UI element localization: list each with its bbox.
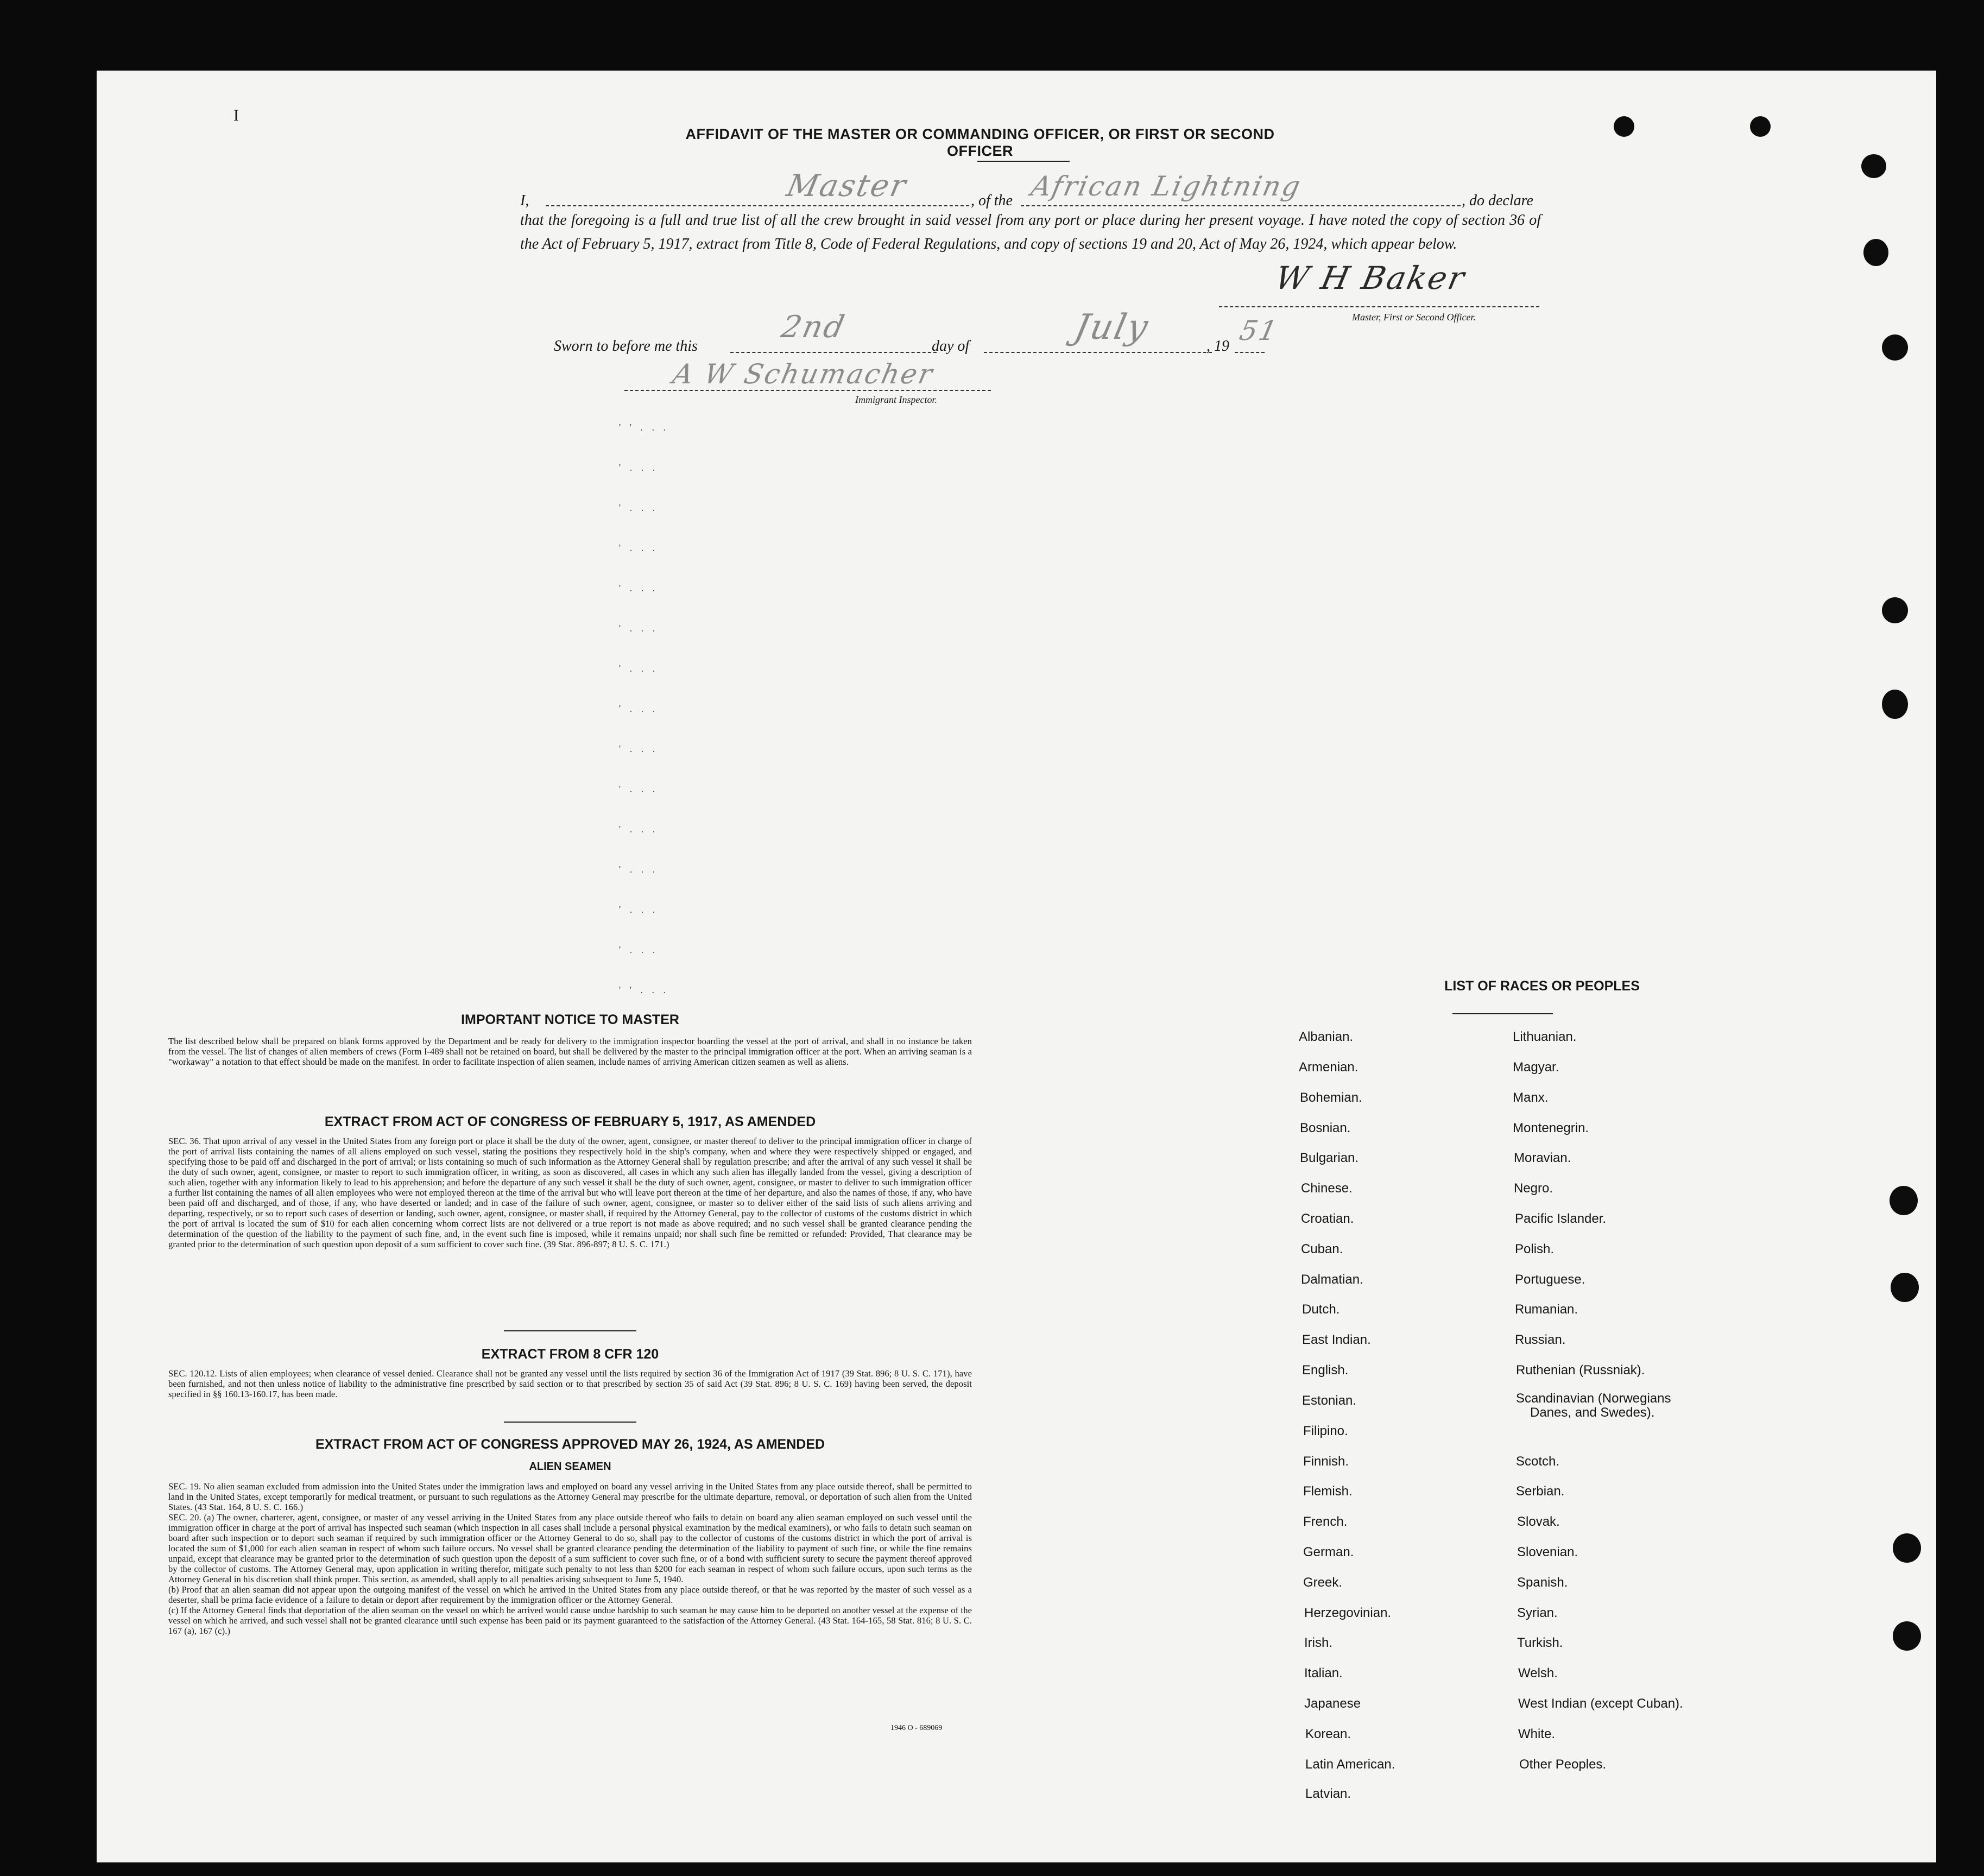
inspector-signature: A W Schumacher [669, 358, 937, 390]
handwritten-month: July [1071, 307, 1153, 348]
race-item: Bohemian. [1300, 1090, 1362, 1105]
sworn-year-prefix: , 19 [1206, 338, 1229, 355]
extract-1917-title: EXTRACT FROM ACT OF CONGRESS OF FEBRUARY 5, 1917, AS AMENDED [324, 1114, 816, 1129]
races-title: LIST OF RACES OR PEOPLES [1444, 978, 1640, 994]
extract-1924-text: SEC. 19. No alien seaman excluded from admission into the United States under the immigration laws and employed on board any vessel arriving in the United States from any place outside thereof, shall be permitted to land in the United States, except temporarily for medical treatment, or pursuant to such regulations as the Attorney General may prescribe for the ultimate departure, removal, or deportation of such alien from the United States. (43 Stat. 164, 8 U. S. C. 166.) SEC. 20. (a) The owner, charterer, agent, consignee, or master of any vessel arriving in the United States from any place outside thereof who fails to detain on board any alien seaman employed on such vessel until the immigration officer in charge at the port of arrival has inspected such seaman (which inspection in all cases shall include a personal physical examination by the medical examiners), or who fails to detain such seaman on board after such inspection or to deport such seaman if required by such immigration officer or the Attorney General to do so, shall pay to the collector of customs of the customs district in which the port of arrival is located the sum of $1,000 for each alien seaman in respect of whom such failure occurs. No vessel shall be granted clearance pending the determination of the liability to payment of such fine, or while the fine remains unpaid, except that clearance may be granted prior to the determination of such question upon the deposit of a sum sufficient to cover such fine, or of a bond with sufficient surety to secure the payment thereof approved by the collector of customs. The Attorney General may, upon application in writing therefor, mitigate such penalty to not less than $200 for each seaman in respect of whom such failure occurs, upon such terms as the Attorney General in his discretion shall think proper. This section, as amended, shall apply to all penalties arising subsequent to June 5, 1940. (b) Proof that an alien seaman did not appear upon the outgoing manifest of the vessel on which he arrived in the United States from any place outside thereof, or that he was reported by the master of such vessel as a deserter, shall be prima facie evidence of a failure to detain or deport after requirement by the immigration officer or the Attorney General. (c) If the Attorney General finds that deportation of the alien seaman on the vessel on which he arrived would cause undue hardship to such seaman he may cause him to be deported on another vessel at the expense of the vessel on which he arrived, and such vessel shall not be granted clearance until such expense has been paid or its payment guaranteed to the satisfaction of the Attorney General. (43 Stat. 164-165, 58 Stat. 816; 8 U. S. C. 167 (a), 167 (c).) [168, 1481, 972, 1636]
alien-seamen-subtitle: ALIEN SEAMEN [529, 1461, 611, 1473]
sworn-month-blank [984, 352, 1212, 353]
race-item: Moravian. [1514, 1151, 1571, 1165]
race-item: Rumanian. [1515, 1302, 1578, 1317]
extract-1917-rule [504, 1330, 636, 1331]
extract-cfr-title: EXTRACT FROM 8 CFR 120 [481, 1347, 659, 1362]
race-item: Pacific Islander. [1515, 1211, 1607, 1226]
race-item: Finnish. [1303, 1454, 1349, 1469]
declaration-body: that the foregoing is a full and true list of all the crew brought in said vessel from any port or place during her present voyage. I have noted the copy of section 36 of the Act of February 5, 1917, extract from Title 8, Code of Federal Regulations, and copy of sections 19 and 20, Act of May 26, 1924, which appear below. [520, 212, 1541, 252]
race-item: Portuguese. [1515, 1272, 1585, 1287]
race-item: Dutch. [1302, 1302, 1340, 1317]
punch-hole [1893, 1533, 1921, 1563]
race-item: Montenegrin. [1513, 1121, 1589, 1135]
race-item: Dalmatian. [1301, 1272, 1363, 1287]
race-item: Welsh. [1518, 1666, 1558, 1681]
punch-hole [1614, 116, 1634, 137]
affidavit-title: AFFIDAVIT OF THE MASTER OR COMMANDING OFFICER, OR FIRST OR SECOND OFFICER [685, 126, 1275, 159]
declaration-prefix: I, [520, 192, 529, 209]
punch-hole [1890, 1186, 1918, 1215]
race-item: Lithuanian. [1513, 1029, 1577, 1044]
handwritten-day: 2nd [778, 309, 849, 345]
race-item: Japanese [1304, 1696, 1361, 1711]
race-item: Negro. [1514, 1181, 1553, 1196]
race-item: German. [1303, 1545, 1354, 1559]
punch-hole [1861, 154, 1886, 178]
race-item: Russian. [1515, 1332, 1566, 1347]
sworn-year-blank [1235, 352, 1265, 353]
race-item: Turkish. [1517, 1635, 1563, 1650]
race-item: Slovak. [1517, 1514, 1560, 1529]
race-item: Bosnian. [1300, 1121, 1351, 1135]
extract-cfr-text: SEC. 120.12. Lists of alien employees; when clearance of vessel denied. Clearance shall not be granted any vessel until the lists required by section 36 of the Immigration Act of 1917 (39 Stat. 896; 8 U. S. C. 171), have been furnished, and not then unless notice of liability to the administrative fine prescribed by said section or to that prescribed by section 35 of said Act (39 Stat. 896; 8 U. S. C. 169) having been served, the deposit specified in §§ 160.13-160.17, has been made. [168, 1368, 972, 1399]
race-item: Estonian. [1302, 1393, 1357, 1408]
race-item: Danes, and Swedes). [1530, 1405, 1655, 1420]
race-item: French. [1303, 1514, 1348, 1529]
race-item: Flemish. [1303, 1484, 1353, 1499]
race-item: Scandinavian (Norwegians [1516, 1391, 1671, 1406]
declaration-of: , of the [971, 192, 1013, 209]
race-item: West Indian (except Cuban). [1518, 1696, 1683, 1711]
notice-text: The list described below shall be prepared on blank forms approved by the Department and be ready for delivery to the immigration inspector boarding the vessel at the port of arrival, and shall in no instance be taken from the vessel. The list of changes of alien members of crews (Form I-489 shall not be retained on board, but shall be delivered by the master to the principal immigration officer at the port. When an arriving seaman is a "workaway" a notation to that effect should be made on the manifest. In order to facilitate inspection of alien seamen, include names of arriving American citizen seamen as well as aliens. [168, 1036, 972, 1067]
race-item: Scotch. [1516, 1454, 1560, 1469]
race-item: Herzegovinian. [1304, 1606, 1392, 1620]
race-item: Ruthenian (Russniak). [1516, 1363, 1645, 1378]
race-item: Greek. [1303, 1575, 1343, 1590]
inspector-line [624, 390, 991, 391]
sworn-prefix: Sworn to before me this [554, 338, 698, 355]
signature-caption: Master, First or Second Officer. [1352, 312, 1476, 323]
handwritten-vessel: African Lightning [1028, 170, 1305, 202]
race-item: Slovenian. [1517, 1545, 1578, 1559]
sworn-day-label: day of [932, 338, 970, 355]
race-item: Syrian. [1517, 1606, 1558, 1620]
declaration-suffix: , do declare [1462, 192, 1533, 209]
race-item: Filipino. [1303, 1424, 1348, 1438]
handwritten-year: 51 [1236, 315, 1281, 346]
extract-1917-text: SEC. 36. That upon arrival of any vessel in the United States from any foreign port or place it shall be the duty of the owner, agent, consignee, or master thereof to deliver to the principal immigration officer in charge of the port of arrival lists containing the names of all aliens employed on such vessel, stating the positions they respectively hold in the ship's company, when and where they were respectively shipped or engaged, and specifying those to be paid off and discharged in the port of arrival; or lists containing so much of such information as the Attorney General shall by regulation prescribe; and after the arrival of any such vessel it shall be the duty of such owner, agent, consignee, or master to report to such immigration officer, in writing, as soon as discovered, all cases in which any such alien has illegally landed from the vessel, giving a description of such alien, together with any information likely to lead to his apprehension; and before the departure of any such vessel it shall be the duty of such owner, agent, consignee, or master to deliver to such immigration officer a further list containing the names of all alien employees who were not employed thereon at the time of the arrival but who will leave port thereon at the time of her departure, and also the names of those, if any, who have been paid off and discharged, and of those, if any, who have deserted or landed; and in case of the failure of such owner, agent, consignee, or master so to deliver either of the said lists of such aliens arriving and departing, respectively, or so to report such cases of desertion or landing, such owner, agent, consignee, or master shall, if required by the Attorney General, pay to the collector of customs of the customs district in which the port of arrival is located the sum of $10 for each alien concerning whom correct lists are not delivered or a true report is not made as above required; and no such vessel shall be granted clearance pending the determination of the question of the liability to the payment of such fine, and, in the event such fine is imposed, while it remains unpaid; nor shall such fine be remitted or refunded: Provided, That clearance may be granted prior to the determination of such question upon deposit of a sum sufficient to cover such fine. (39 Stat. 896-897; 8 U. S. C. 171.) [168, 1136, 972, 1249]
print-code: 1946 O - 689069 [890, 1724, 943, 1732]
race-item: Serbian. [1516, 1484, 1565, 1499]
race-item: English. [1302, 1363, 1349, 1378]
races-rule [1452, 1013, 1553, 1014]
handwritten-master: Master [784, 168, 911, 204]
race-item: Italian. [1304, 1666, 1343, 1681]
extract-cfr-rule [504, 1422, 636, 1423]
race-item: Magyar. [1513, 1060, 1559, 1075]
punch-hole [1882, 690, 1908, 719]
race-item: Armenian. [1299, 1060, 1359, 1075]
race-item: Latin American. [1305, 1757, 1395, 1772]
punch-hole [1882, 334, 1908, 361]
notice-title: IMPORTANT NOTICE TO MASTER [461, 1012, 679, 1027]
page-mark: I [233, 106, 239, 124]
race-item: Cuban. [1301, 1242, 1343, 1256]
race-item: Bulgarian. [1300, 1151, 1359, 1165]
race-item: White. [1518, 1727, 1556, 1741]
punch-hole [1863, 239, 1888, 266]
race-item: Chinese. [1301, 1181, 1353, 1196]
vessel-name-blank [1021, 205, 1461, 206]
punch-hole [1891, 1273, 1919, 1302]
punch-hole [1893, 1621, 1921, 1651]
faint-marks: ' ' . . . ' . . . ' . . . ' . . . ' . . . ' . . . ' . . . ' . . . ' . . . ' . . . ' . . . ' . . . ' . . . ' . . . ' ' . . . [619, 422, 669, 995]
master-signature: W H Baker [1272, 260, 1469, 296]
race-item: Irish. [1304, 1635, 1333, 1650]
title-rule [977, 161, 1070, 162]
race-item: Other Peoples. [1519, 1757, 1607, 1772]
punch-hole [1882, 597, 1908, 623]
master-name-blank [546, 205, 969, 206]
inspector-caption: Immigrant Inspector. [855, 394, 937, 405]
race-item: Latvian. [1305, 1786, 1351, 1801]
punch-hole [1750, 116, 1771, 137]
race-item: Albanian. [1299, 1029, 1354, 1044]
race-item: Croatian. [1301, 1211, 1354, 1226]
race-item: Korean. [1305, 1727, 1351, 1741]
race-item: Polish. [1515, 1242, 1555, 1256]
sworn-day-blank [730, 352, 937, 353]
race-item: Manx. [1513, 1090, 1549, 1105]
race-item: East Indian. [1302, 1332, 1371, 1347]
extract-1924-title: EXTRACT FROM ACT OF CONGRESS APPROVED MAY 26, 1924, AS AMENDED [315, 1437, 825, 1452]
signature-line [1219, 306, 1539, 307]
race-item: Spanish. [1517, 1575, 1568, 1590]
